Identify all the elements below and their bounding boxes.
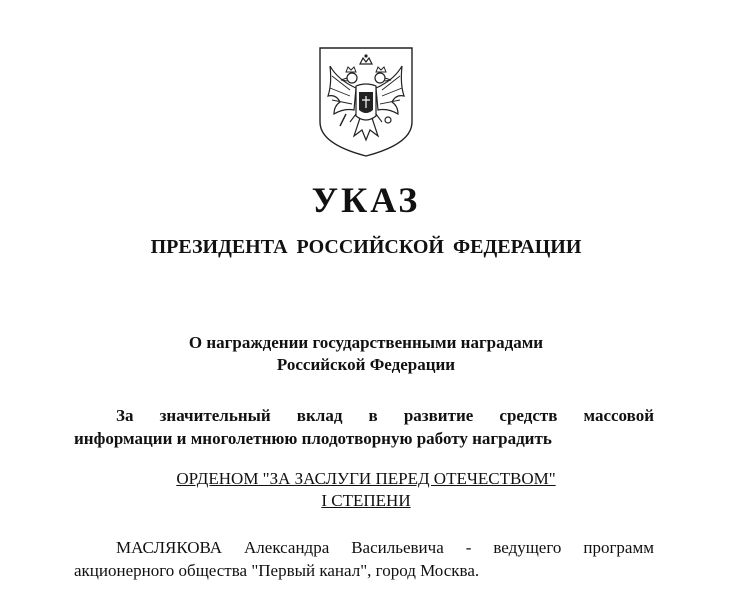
preamble-line: информации и многолетнюю плодотворную работу наградить bbox=[74, 429, 552, 448]
decree-preamble bbox=[74, 404, 654, 450]
coat-of-arms-icon bbox=[316, 44, 416, 160]
decree-heading bbox=[0, 332, 732, 376]
recipient-entry bbox=[74, 536, 654, 582]
award-title bbox=[0, 468, 732, 512]
award-title-line: ОРДЕНОМ "ЗА ЗАСЛУГИ ПЕРЕД ОТЕЧЕСТВОМ" bbox=[176, 469, 556, 488]
recipient-line: МАСЛЯКОВА Александра Васильевича - ведущего программ bbox=[116, 538, 654, 557]
award-title-line: I СТЕПЕНИ bbox=[321, 491, 411, 510]
preamble-line: За значительный вклад в развитие средств массовой bbox=[116, 406, 654, 425]
document-title: УКАЗ bbox=[311, 180, 421, 220]
recipient-line: акционерного общества "Первый канал", город Москва. bbox=[74, 561, 480, 580]
decree-heading-line: Российской Федерации bbox=[276, 355, 456, 374]
document-subtitle: ПРЕЗИДЕНТА РОССИЙСКОЙ ФЕДЕРАЦИИ bbox=[150, 236, 582, 258]
decree-heading-line: О награждении государственными наградами bbox=[188, 333, 544, 352]
